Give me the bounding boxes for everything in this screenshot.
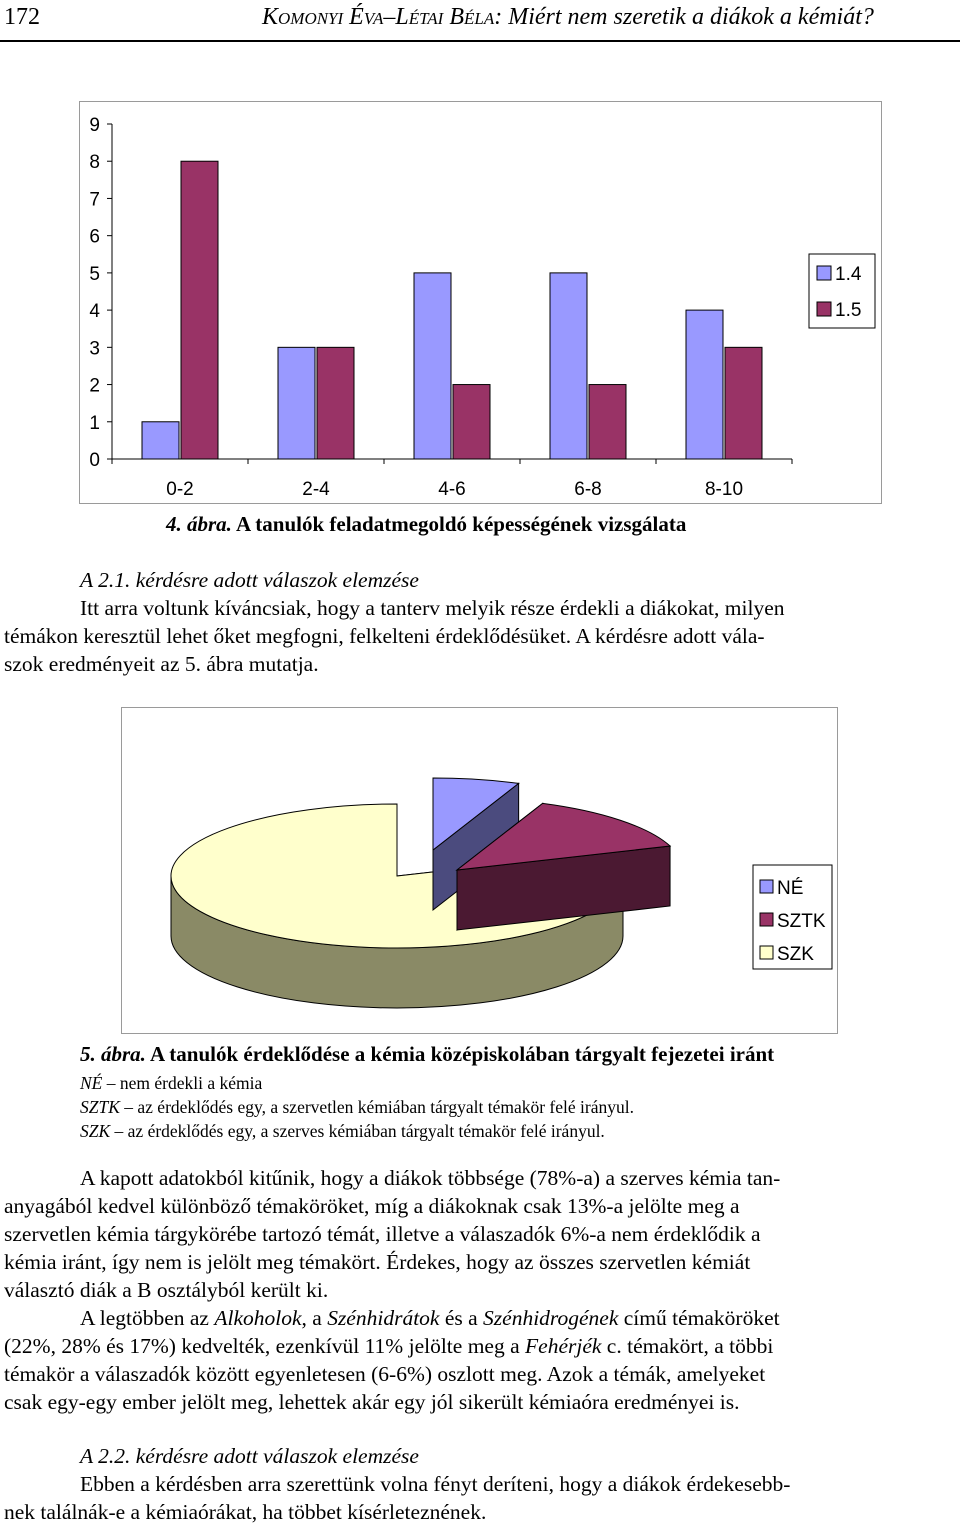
y-tick-label: 2 [89, 375, 100, 397]
figure4-number: 4. ábra. [166, 512, 232, 536]
figure4-title: A tanulók feladatmegoldó képességének vizsgálata [231, 512, 687, 536]
y-tick-label: 7 [89, 189, 100, 211]
paragraph1 [4, 1164, 780, 1304]
y-tick-label: 0 [89, 450, 100, 471]
paragraph1-line-4: kémia iránt, így nem is jelölt meg témakört. Érdekes, hogy az összes szervetlen kémiát [4, 1250, 751, 1274]
y-tick-label: 4 [89, 301, 100, 323]
header-rule [0, 40, 960, 42]
p2-l2-b: c. témakört, a többi [601, 1334, 774, 1358]
note-szk [80, 1119, 634, 1143]
page-number: 172 [4, 4, 40, 30]
paragraph2-line-3: témakör a válaszadók között egyenletesen (6-6%) oszlott meg. Azok a témák, amelyeket [4, 1362, 766, 1386]
legend-swatch [760, 880, 773, 893]
bar-series-1-4 [686, 310, 723, 459]
bar-chart-frame [79, 101, 882, 504]
figure5-caption [80, 1042, 774, 1067]
bar-series-1-5 [453, 385, 490, 459]
section2-line-2: nek találnák-e a kémiaórákat, ha többet kísérleteznének. [4, 1500, 487, 1524]
x-tick-label: 0-2 [166, 479, 194, 500]
topic-szenhidratok: Szénhidrátok [327, 1306, 440, 1330]
bar-legend [809, 254, 875, 328]
pie-legend [753, 865, 832, 969]
legend-label: 1.5 [835, 300, 862, 321]
section1-heading: A 2.1. kérdésre adott válaszok elemzése [80, 568, 419, 592]
note-sztk-text: – az érdeklődés egy, a szervetlen kémiában tárgyalt témakör felé irányul. [119, 1097, 634, 1117]
section1-line-2: témákon keresztül lehet őket megfogni, felkelteni érdeklődésüket. A kérdésre adott vála- [4, 624, 765, 648]
p2-l1-b: , a [301, 1306, 328, 1330]
topic-feherjek: Fehérjék [525, 1334, 602, 1358]
figure4-caption [166, 512, 686, 537]
p2-l1-a: A legtöbben az [80, 1306, 215, 1330]
topic-alkoholok: Alkoholok [214, 1306, 302, 1330]
bar-series-1-4 [278, 347, 315, 459]
legend-swatch [817, 266, 831, 280]
x-tick-label: 6-8 [574, 479, 602, 500]
pie-chart [122, 708, 837, 1033]
pie-chart-frame [121, 707, 838, 1034]
topic-szenhidrogenek: Szénhidrogének [483, 1306, 619, 1330]
p2-l1-c: és a [439, 1306, 484, 1330]
bar-series-1-4 [414, 273, 451, 459]
legend-label: SZK [777, 944, 814, 965]
bar-series-1-5 [725, 347, 762, 459]
y-tick-label: 1 [89, 412, 100, 434]
legend-swatch [760, 913, 773, 926]
note-sztk-abbr: SZTK [80, 1097, 120, 1117]
y-tick-label: 8 [89, 152, 100, 174]
bar-chart [80, 102, 881, 503]
bar-series-1-4 [142, 422, 179, 459]
section1-line-3: szok eredményeit az 5. ábra mutatja. [4, 652, 319, 676]
figure5-title: A tanulók érdeklődése a kémia középiskolában tárgyalt fejezetei iránt [145, 1042, 775, 1066]
p2-l1-d: című témaköröket [618, 1306, 780, 1330]
note-ne-abbr: NÉ [80, 1073, 103, 1093]
author-second: Létai Béla [395, 4, 495, 30]
paragraph1-line-1: A kapott adatokból kitűnik, hogy a diákok többsége (78%-a) a szerves kémia tan- [80, 1166, 781, 1190]
paragraph1-line-5: választó diák a B osztályból került ki. [4, 1278, 329, 1302]
paragraph2-line-1 [4, 1304, 780, 1332]
author-dash: – [383, 4, 396, 30]
note-szk-text: – az érdeklődés egy, a szerves kémiában tárgyalt témakör felé irányul. [110, 1121, 605, 1141]
bar-series-1-4 [550, 273, 587, 459]
running-header [0, 0, 960, 40]
legend-label: NÉ [777, 878, 804, 899]
note-ne [80, 1071, 634, 1095]
paragraph2-line-4: csak egy-egy ember jelölt meg, lehettek akár egy jól sikerült kémiaóra eredményei is. [4, 1390, 740, 1414]
legend-swatch [817, 302, 831, 316]
bar-series-1-5 [181, 161, 218, 459]
section1-body [4, 594, 954, 678]
x-tick-label: 2-4 [302, 479, 330, 500]
y-tick-label: 9 [89, 115, 100, 136]
title-rest: : Miért nem szeretik a diákok a kémiát? [494, 4, 874, 30]
paragraph2 [4, 1304, 780, 1416]
legend-label: 1.4 [835, 264, 862, 285]
bar-series-1-5 [589, 385, 626, 459]
p2-l2-a: (22%, 28% és 17%) kedvelték, ezenkívül 11% jelölte meg a [4, 1334, 526, 1358]
x-tick-label: 8-10 [704, 479, 744, 500]
figure5-notes [80, 1071, 634, 1143]
section2-heading: A 2.2. kérdésre adott válaszok elemzése [80, 1444, 419, 1468]
paragraph1-line-3: szervetlen kémia tárgykörébe tartozó témát, illetve a válaszadók 6%-a nem érdeklődik a [4, 1222, 761, 1246]
y-tick-label: 5 [89, 263, 100, 285]
section2-body [4, 1470, 790, 1526]
y-tick-label: 3 [89, 338, 100, 360]
legend-swatch [760, 946, 773, 959]
note-szk-abbr: SZK [80, 1121, 111, 1141]
section1-line-1: Itt arra voltunk kíváncsiak, hogy a tanterv melyik része érdekli a diákokat, milyen [80, 596, 785, 620]
figure5-number: 5. ábra. [80, 1042, 146, 1066]
running-title [262, 4, 874, 31]
paragraph1-line-2: anyagából kedvel különböző témaköröket, míg a diákoknak csak 13%-a jelölte meg a [4, 1194, 740, 1218]
legend-label: SZTK [777, 911, 826, 932]
section2-line-1: Ebben a kérdésben arra szerettünk volna fényt deríteni, hogy a diákok érdekesebb- [80, 1472, 791, 1496]
note-ne-text: – nem érdekli a kémia [102, 1073, 263, 1093]
author-first: Komonyi Éva [262, 4, 384, 30]
x-tick-label: 4-6 [438, 479, 466, 500]
paragraph2-line-2 [4, 1332, 780, 1360]
bar-series-1-5 [317, 347, 354, 459]
note-sztk [80, 1095, 634, 1119]
y-tick-label: 6 [89, 226, 100, 248]
